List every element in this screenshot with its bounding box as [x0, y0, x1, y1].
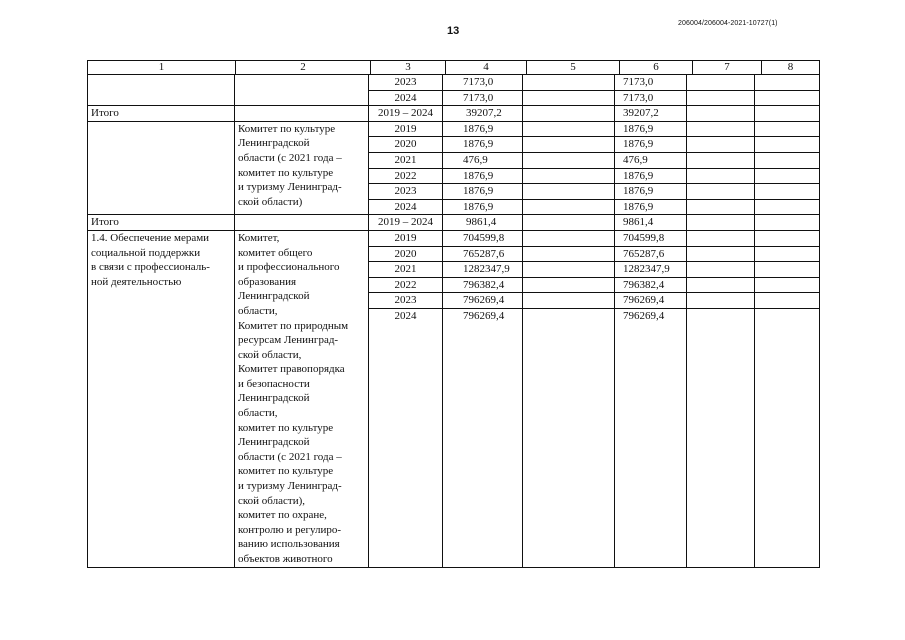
total-amount: 39207,2: [443, 106, 523, 121]
col4-cell: [443, 122, 523, 215]
header-col-6: 6: [620, 61, 693, 74]
header-col-1: 1: [88, 61, 236, 74]
col8-cell: [755, 231, 819, 567]
amount-value: 7173,0: [623, 91, 654, 104]
total-label: Итого: [88, 106, 235, 121]
col7-cell: [687, 75, 755, 105]
year-value: 2021: [369, 153, 442, 169]
program-table: [87, 60, 820, 568]
col6-cell: [615, 231, 687, 567]
header-col-8: 8: [787, 61, 794, 73]
measure-cell: 1.4. Обеспечение мерами социальной поддержки в связи с профессиональ- ной деятельностью: [88, 231, 235, 567]
amount-value: 1876,9: [623, 200, 654, 213]
amount-value: 1876,9: [615, 184, 686, 200]
year-value: 2023: [369, 75, 442, 91]
amount-value: 476,9: [615, 153, 686, 169]
amount-value: 796269,4: [615, 293, 686, 309]
col6-cell: [615, 122, 687, 215]
amount-value: 1876,9: [443, 184, 522, 200]
col5-cell: [523, 122, 615, 215]
year-value: 2021: [369, 262, 442, 278]
total-row: [88, 106, 819, 122]
total-amount: 9861,4: [615, 215, 687, 230]
executor-cell: [235, 75, 369, 105]
header-col-7: 7: [693, 61, 762, 74]
measure-cell: [88, 75, 235, 105]
header-col-3: 3: [371, 61, 446, 74]
year-value: 2019: [369, 122, 442, 138]
amount-value: 1876,9: [615, 137, 686, 153]
amount-value: 796269,4: [463, 309, 505, 322]
table-row: [88, 231, 819, 567]
amount-value: 7173,0: [463, 91, 494, 104]
years-cell: [369, 75, 443, 105]
table-header: [88, 61, 819, 75]
amount-value: 1876,9: [615, 122, 686, 138]
header-col-5: 5: [527, 61, 620, 74]
executor-cell: Комитет по культуре Ленинградской области (с 2021 года – комитет по культуре и туризму Ленинград- ской области): [235, 122, 369, 215]
amount-value: 476,9: [443, 153, 522, 169]
document-code: 206004/206004-2021-10727(1): [678, 20, 778, 27]
amount-value: 796269,4: [443, 293, 522, 309]
year-value: 2024: [394, 200, 417, 213]
amount-value: 704599,8: [443, 231, 522, 247]
table-row: [88, 75, 819, 106]
amount-value: 796269,4: [623, 309, 665, 322]
executor-cell: Комитет, комитет общего и профессионального образования Ленинградской области, Комитет по природным ресурсам Ленинград- ской области, Комитет правопорядка и безопасности Ленинградской области, комитет по культуре Ленинградской области (с 2021 года – комитет по культуре и туризму Ленинград- ской области), комитет по охране, контролю и регулиро- ванию использования объектов животного: [235, 231, 369, 567]
year-value: 2023: [369, 184, 442, 200]
year-value: 2024: [394, 91, 417, 104]
amount-value: 704599,8: [615, 231, 686, 247]
col7-cell: [687, 122, 755, 215]
total-amount: 39207,2: [615, 106, 687, 121]
years-cell: [369, 231, 443, 567]
year-value: 2022: [369, 278, 442, 294]
col8-cell: [755, 122, 819, 215]
year-value: 2022: [369, 169, 442, 185]
year-value: 2024: [394, 309, 417, 322]
amount-value: 765287,6: [443, 247, 522, 263]
col5-cell: [523, 231, 615, 567]
col5-cell: [523, 75, 615, 105]
year-value: 2020: [369, 137, 442, 153]
amount-value: 796382,4: [615, 278, 686, 294]
amount-value: 1876,9: [443, 169, 522, 185]
header-col-2: 2: [236, 61, 371, 74]
amount-value: 765287,6: [615, 247, 686, 263]
col4-cell: [443, 75, 523, 105]
col7-cell: [687, 231, 755, 567]
amount-value: 1876,9: [443, 122, 522, 138]
year-value: 2020: [369, 247, 442, 263]
amount-value: 1876,9: [463, 200, 494, 213]
col6-cell: [615, 75, 687, 105]
years-cell: [369, 122, 443, 215]
amount-value: 1282347,9: [615, 262, 686, 278]
year-value: 2019: [369, 231, 442, 247]
total-years: 2019 – 2024: [369, 215, 443, 230]
col8-cell: [755, 75, 819, 105]
header-col-4: 4: [446, 61, 527, 74]
total-years: 2019 – 2024: [369, 106, 443, 121]
amount-value: 1282347,9: [443, 262, 522, 278]
total-row: [88, 215, 819, 231]
amount-value: 7173,0: [615, 75, 686, 91]
total-label: Итого: [88, 215, 235, 230]
amount-value: 1876,9: [443, 137, 522, 153]
col4-cell: [443, 231, 523, 567]
page-number: 13: [447, 25, 460, 37]
measure-cell: [88, 122, 235, 215]
year-value: 2023: [369, 293, 442, 309]
total-amount: 9861,4: [443, 215, 523, 230]
table-row: [88, 122, 819, 216]
amount-value: 7173,0: [443, 75, 522, 91]
amount-value: 1876,9: [615, 169, 686, 185]
amount-value: 796382,4: [443, 278, 522, 294]
